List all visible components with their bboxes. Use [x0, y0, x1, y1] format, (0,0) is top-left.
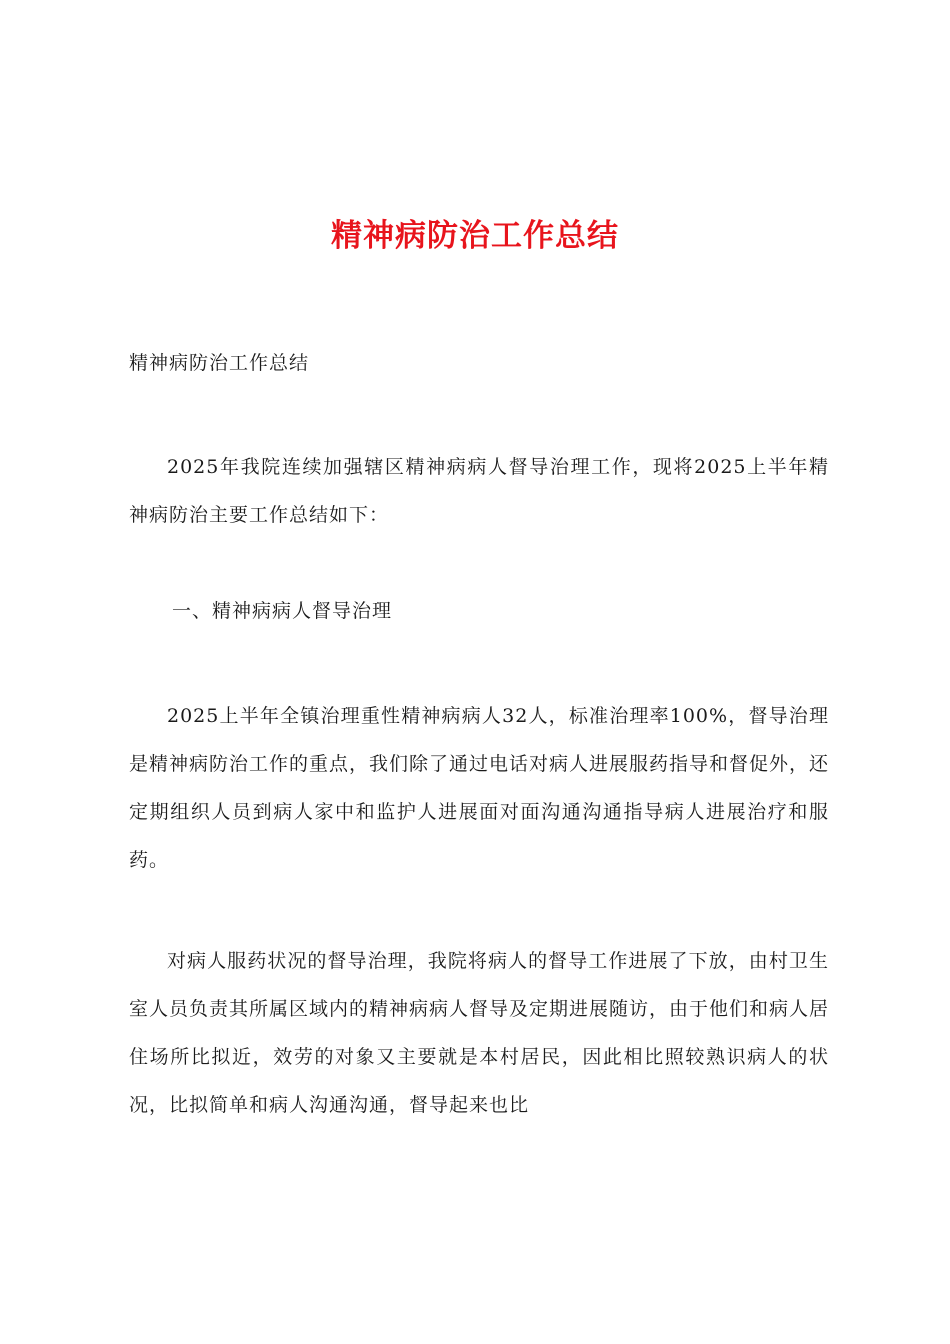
section-heading: 一、精神病病人督导治理	[172, 600, 393, 622]
document-title: 精神病防治工作总结	[331, 218, 619, 254]
document-subtitle: 精神病防治工作总结	[129, 352, 310, 374]
body-paragraph: 2025上半年全镇治理重性精神病病人32人，标准治理率100%，督导治理是精神病防治工作的重点，我们除了通过电话对病人进展服药指导和督促外，还定期组织人员到病人家中和监护人进展面对面沟通沟通指导病人进展治疗和服药。	[129, 705, 830, 871]
intro-paragraph: 2025年我院连续加强辖区精神病病人督导治理工作，现将2025上半年精神病防治主要工作总结如下：	[129, 456, 829, 526]
body-paragraph: 对病人服药状况的督导治理，我院将病人的督导工作进展了下放，由村卫生室人员负责其所属区域内的精神病病人督导及定期进展随访，由于他们和病人居住场所比拟近，效劳的对象又主要就是本村居民，因此相比照较熟识病人的状况，比拟简单和病人沟通沟通，督导起来也比	[129, 950, 830, 1116]
